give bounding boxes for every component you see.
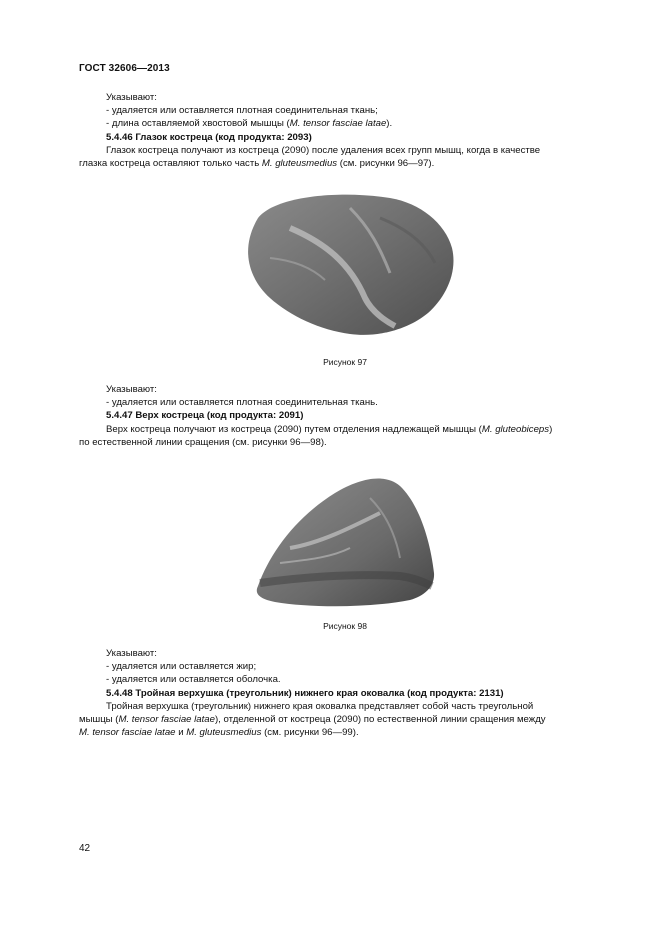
section-heading: 5.4.47 Верх кострецa (код продукта: 2091): [106, 410, 304, 422]
page-number: 42: [79, 843, 91, 854]
paragraph-line: Верх кострецa получают из кострецa (2090) путем отделения надлежащей мышцы (M. gluteobiceps): [106, 423, 553, 435]
figure-98-meat-photo: [250, 468, 440, 610]
paragraph-line: по естественной линии сращения (см. рисунки 96—98).: [79, 436, 327, 448]
list-item: - удаляется или оставляется плотная соединительная ткань.: [106, 397, 378, 409]
list-item: - длина оставляемой хвостовой мышцы (M. tensor fasciae latae).: [106, 118, 393, 130]
paragraph-line: Глазок кострецa получают из кострецa (2090) после удаления всех групп мышц, когда в качестве: [106, 144, 541, 156]
figure-98-caption: Рисунок 98: [323, 621, 367, 631]
paragraph-line: мышцы (M. tensor fasciae latae), отделенной от кострецa (2090) по естественной линии сращения между: [79, 714, 546, 726]
indicate-label: Указывают:: [106, 92, 157, 103]
figure-97-meat-photo: [230, 188, 460, 348]
indicate-label: Указывают:: [106, 648, 157, 659]
section-5-4-46-block: [79, 91, 614, 170]
paragraph-line: Тройная верхушка (треугольник) нижнего края оковалка представляет собой часть треугольной: [106, 700, 534, 712]
paragraph-line: M. tensor fasciae latae и M. gluteusmedius (см. рисунки 96—99).: [79, 727, 359, 739]
list-item: - удаляется или оставляется плотная соединительная ткань;: [106, 105, 378, 117]
section-5-4-47-block: [79, 383, 614, 449]
indicate-label: Указывают:: [106, 384, 157, 395]
section-heading: 5.4.46 Глазок кострецa (код продукта: 2093): [106, 131, 312, 143]
page-header: ГОСТ 32606—2013: [79, 63, 170, 74]
figure-97-caption: Рисунок 97: [323, 357, 367, 367]
list-item: - удаляется или оставляется оболочка.: [106, 674, 281, 686]
list-item: - удаляется или оставляется жир;: [106, 661, 257, 673]
section-heading: 5.4.48 Тройная верхушка (треугольник) нижнего края оковалка (код продукта: 2131): [106, 687, 504, 699]
paragraph-line: глазка кострецa оставляют только часть M. gluteusmedius (см. рисунки 96—97).: [79, 158, 435, 170]
section-5-4-48-block: [79, 647, 614, 739]
